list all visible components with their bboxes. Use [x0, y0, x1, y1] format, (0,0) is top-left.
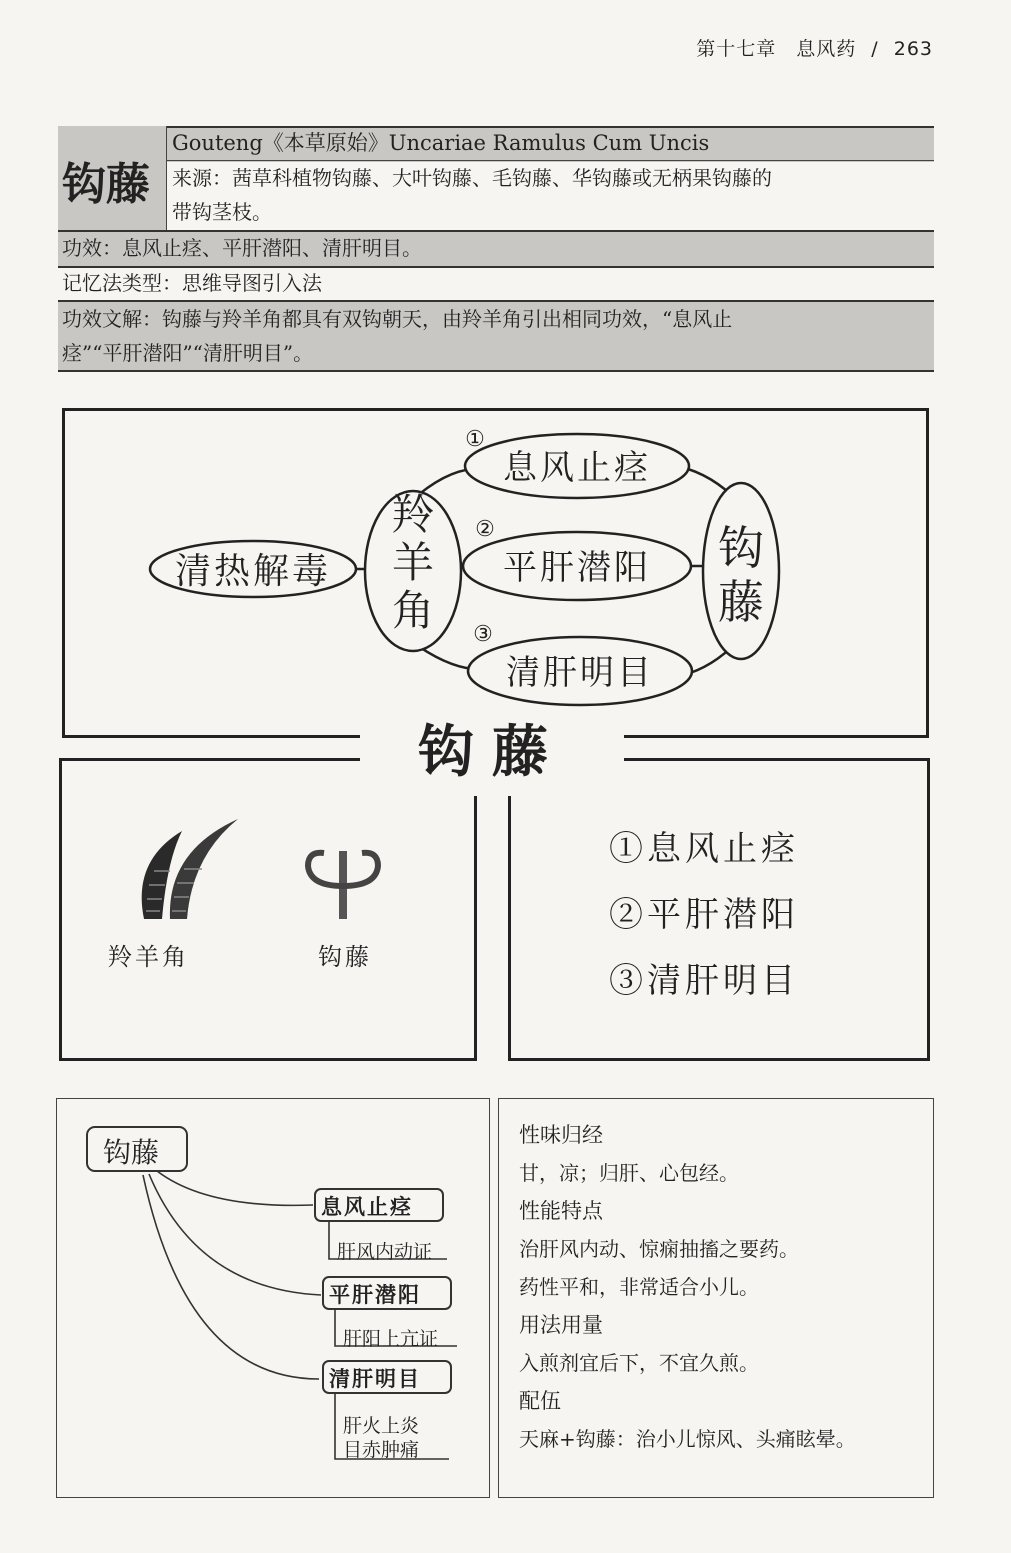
prop-heading-2: 性能特点 [519, 1199, 603, 1223]
tree-branch-3: 清肝明目 [329, 1366, 421, 1391]
branch-1 [157, 1171, 313, 1205]
properties-box [498, 1098, 934, 1498]
herb-name-cell [58, 126, 167, 230]
effects-box [508, 758, 930, 1061]
hook-caption: 钩藤 [318, 943, 372, 971]
tree-branch-2: 平肝潜阳 [329, 1282, 421, 1307]
mindmap-box [62, 408, 929, 738]
label-lingyangjiao: 羚羊角 [391, 490, 434, 635]
tree-sub-2: 肝阳上亢证 [343, 1328, 439, 1350]
explain-line-2: 痉”“平肝潜阳”“清肝明目”。 [62, 341, 314, 365]
chapter-title: 第十七章 息风药 [696, 38, 857, 60]
source-line-2: 带钩茎枝。 [172, 200, 272, 224]
tree-sub-3b: 目赤肿痛 [343, 1439, 420, 1461]
horn-caption: 羚羊角 [108, 943, 189, 971]
label-effect-2: 平肝潜阳 [503, 548, 651, 588]
prop-text-2a: 治肝风内动、惊痫抽搐之要药。 [519, 1237, 799, 1261]
efficacy-text: 功效：息风止痉、平肝潜阳、清肝明目。 [62, 236, 422, 260]
memory-type: 记忆法类型：思维导图引入法 [62, 271, 322, 295]
label-gouteng: 钩藤 [718, 521, 764, 629]
mindmap-diagram [65, 411, 926, 735]
latin-name: Gouteng《本草原始》Uncariae Ramulus Cum Uncis [172, 131, 710, 155]
herb-name: 钩藤 [62, 159, 150, 210]
tree-sub-1: 肝风内动证 [337, 1241, 433, 1263]
running-head [696, 34, 933, 61]
effect-item-1: ①息风止痉 [609, 829, 799, 869]
herb-info-table [58, 126, 934, 372]
tree-root: 钩藤 [103, 1136, 160, 1169]
page-number: 263 [893, 38, 933, 60]
label-effect-1: 息风止痉 [503, 448, 651, 488]
prop-heading-3: 用法用量 [519, 1313, 603, 1337]
effect-item-3: ③清肝明目 [609, 961, 799, 1001]
center-title: 钩藤 [360, 710, 624, 796]
source-line-1: 来源：茜草科植物钩藤、大叶钩藤、毛钩藤、华钩藤或无柄果钩藤的 [172, 166, 772, 190]
label-effect-3: 清肝明目 [506, 653, 654, 693]
label-qingre: 清热解毒 [174, 551, 332, 592]
prop-heading-1: 性味归经 [519, 1123, 603, 1147]
tree-sub-3a: 肝火上炎 [343, 1415, 420, 1437]
horn-hook-illustration [62, 761, 474, 1058]
prop-heading-4: 配伍 [519, 1389, 561, 1413]
horn-icon [142, 819, 238, 919]
head-separator: / [871, 38, 879, 60]
explain-line-1: 功效文解：钩藤与羚羊角都具有双钩朝天，由羚羊角引出相同功效，“息风止 [62, 307, 733, 331]
num-effect-1: ① [465, 427, 485, 452]
image-box [59, 758, 477, 1061]
num-effect-2: ② [475, 517, 495, 542]
tree-branch-1: 息风止痉 [321, 1194, 413, 1219]
prop-text-1: 甘，凉；归肝、心包经。 [519, 1161, 739, 1185]
hook-icon [308, 851, 378, 919]
prop-text-3: 入煎剂宜后下，不宜久煎。 [519, 1351, 759, 1375]
branch-2 [149, 1174, 321, 1295]
num-effect-3: ③ [473, 622, 493, 647]
prop-text-2b: 药性平和，非常适合小儿。 [519, 1275, 759, 1299]
tree-box [56, 1098, 490, 1498]
prop-text-4: 天麻+钩藤：治小儿惊风、头痛眩晕。 [519, 1427, 856, 1451]
effect-item-2: ②平肝潜阳 [609, 895, 799, 935]
